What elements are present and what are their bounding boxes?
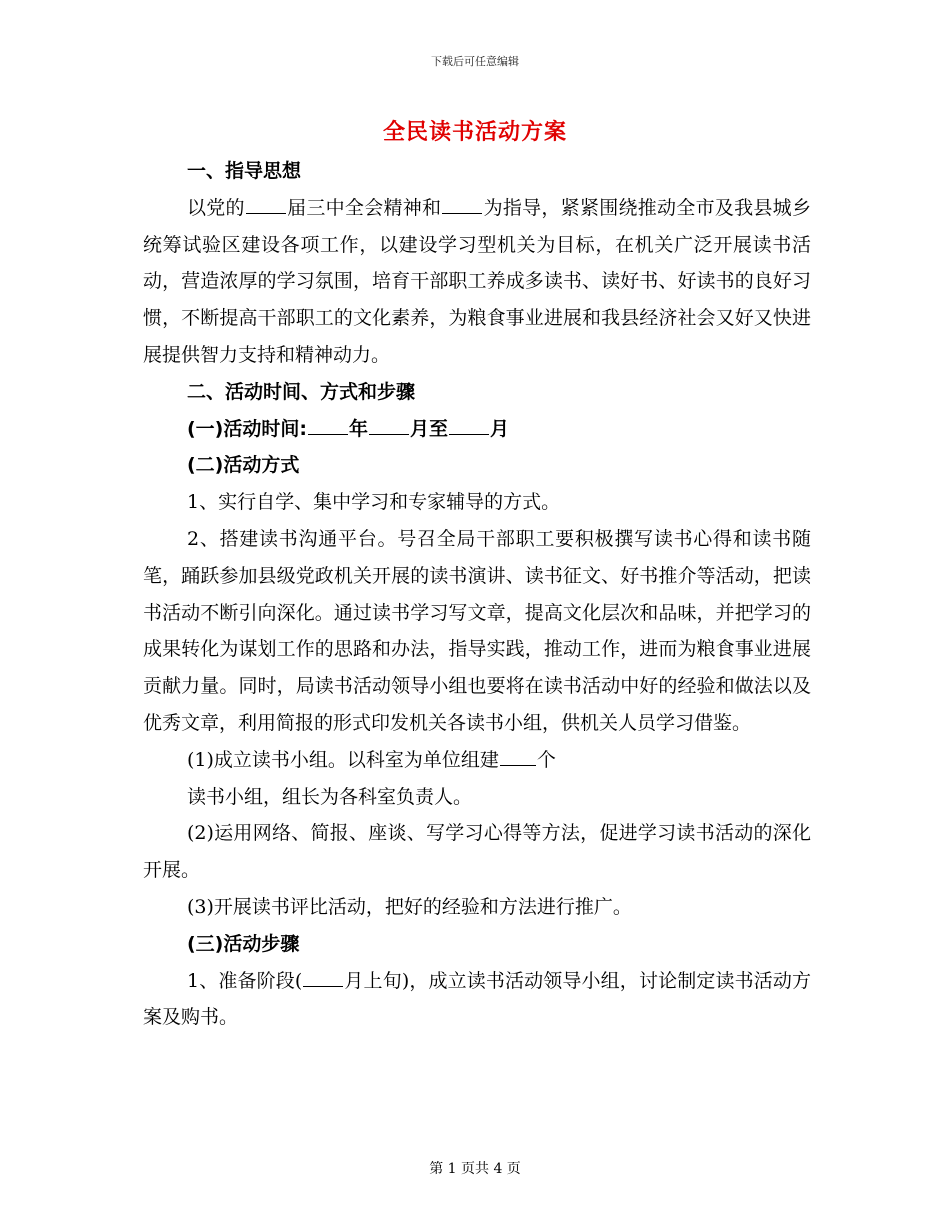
page-footer: 第 1 页共 4 页 — [429, 1161, 521, 1177]
document-body — [143, 153, 811, 1036]
subsection-heading-steps: (三)活动步骤 — [187, 932, 300, 955]
fill-blank — [500, 747, 536, 766]
fill-blank — [303, 968, 343, 987]
subsection-heading-mode: (二)活动方式 — [187, 454, 300, 477]
text-run: 月上旬)，成立读书活动领导小组，讨论制定读书活动方案及购书。 — [143, 969, 811, 1029]
text-run: 届三中全会精神和 — [286, 196, 442, 219]
text-run: 1、准备阶段( — [187, 969, 303, 992]
fill-blank — [308, 416, 348, 435]
step-1 — [143, 963, 811, 1037]
list-item-1-continued: 读书小组，组长为各科室负责人。 — [187, 785, 473, 808]
fill-blank — [246, 195, 286, 214]
text-run: 月至 — [409, 417, 448, 440]
list-item-1 — [143, 742, 811, 779]
fill-blank — [442, 195, 482, 214]
page-header: 下载后可任意编辑 — [431, 55, 519, 68]
text-run: (一)活动时间: — [187, 417, 307, 440]
text-run: 年 — [348, 417, 368, 440]
section-heading-1: 一、指导思想 — [187, 160, 302, 182]
mode-item-2: 2、搭建读书沟通平台。号召全局干部职工要积极撰写读书心得和读书随笔，踊跃参加县级党政机关开展的读书演讲、读书征文、好书推介等活动，把读书活动不断引向深化。通过读书学习写文章，提高文化层次和品味，并把学习的成果转化为谋划工作的思路和办法，指导实践，推动工作，进而为粮食事业进展贡献力量。同时，局读书活动领导小组也要将在读书活动中好的经验和做法以及优秀文章，利用简报的形式印发机关各读书小组，供机关人员学习借鉴。 — [143, 527, 811, 734]
text-run: (1)成立读书小组。以科室为单位组建 — [187, 748, 499, 771]
text-run: 个 — [536, 748, 556, 771]
text-run: 为指导，紧紧围绕推动全市及我县城乡统筹试验区建设各项工作，以建设学习型机关为目标，在机关广泛开展读书活动，营造浓厚的学习氛围，培育干部职工养成多读书、读好书、好读书的良好习惯，不断提高干部职工的文化素养，为粮食事业进展和我县经济社会又好又快进展提供智力支持和精神动力。 — [143, 196, 811, 366]
mode-item-1: 1、实行自学、集中学习和专家辅导的方式。 — [187, 491, 561, 514]
text-run: 月 — [490, 417, 510, 440]
list-item-3: (3)开展读书评比活动，把好的经验和方法进行推广。 — [187, 895, 632, 918]
fill-blank — [449, 416, 489, 435]
guiding-thought-paragraph — [143, 190, 811, 374]
list-item-2: (2)运用网络、简报、座谈、写学习心得等方法，促进学习读书活动的深化开展。 — [143, 822, 811, 882]
text-run: 以党的 — [187, 196, 245, 219]
section-heading-2: 二、活动时间、方式和步骤 — [187, 380, 416, 403]
fill-blank — [369, 416, 409, 435]
activity-time-line — [143, 411, 811, 448]
document-title: 全民读书活动方案 — [382, 120, 567, 145]
